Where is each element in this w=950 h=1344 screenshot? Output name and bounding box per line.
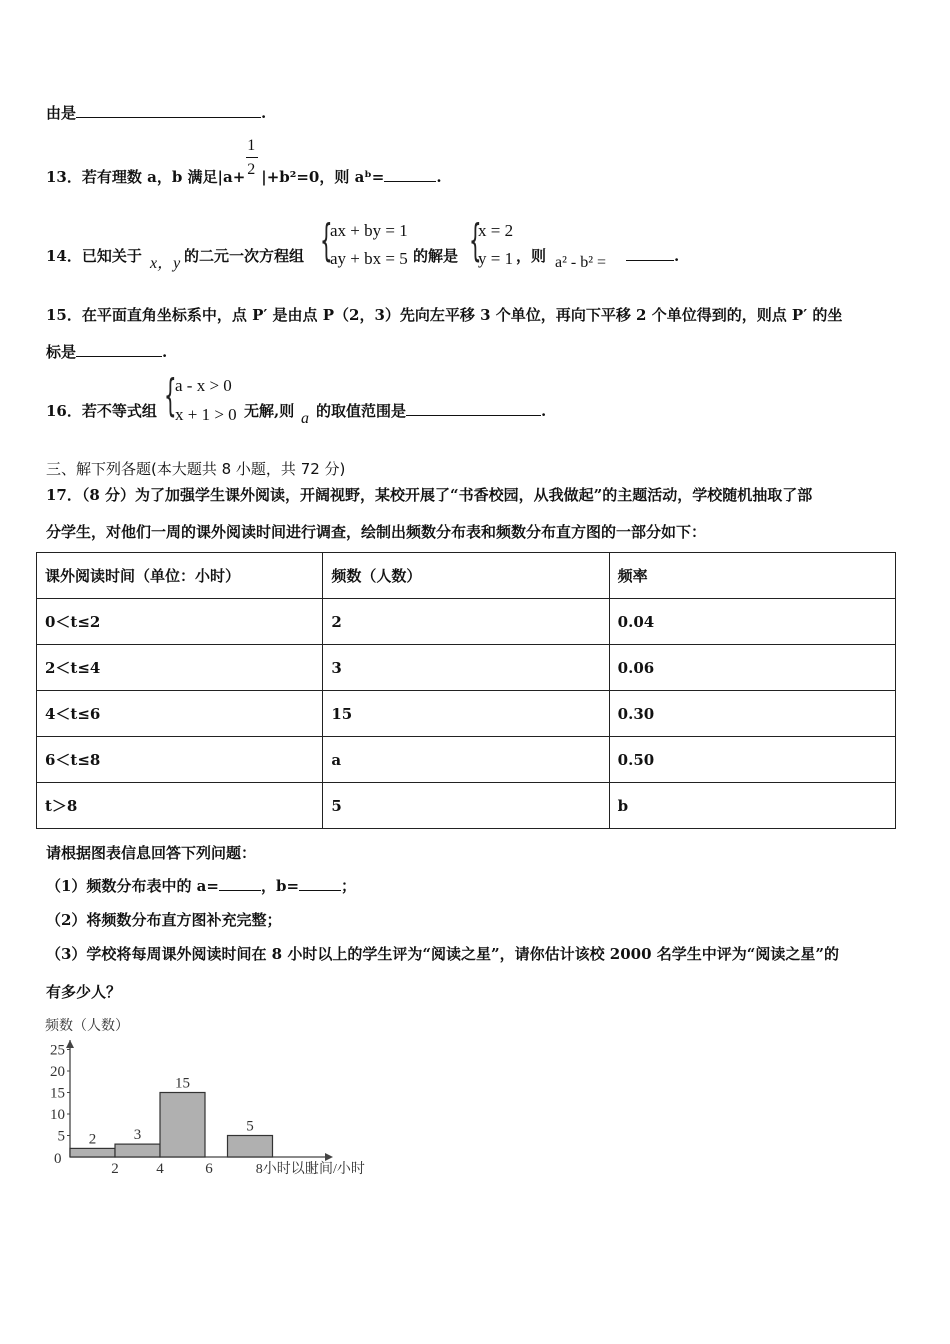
y-tick-label: 10 bbox=[50, 1107, 65, 1123]
q17-sub3-line1: （3）学校将每周课外阅读时间在 8 小时以上的学生评为“阅读之星”，请你估计该校 2000 名学生中评为“阅读之星”的 bbox=[46, 945, 840, 963]
table-cell: 0.50 bbox=[609, 737, 895, 783]
question-16: 16．若不等式组 bbox=[46, 402, 157, 420]
y-tick-label: 20 bbox=[50, 1064, 65, 1080]
question-14: 14．已知关于 bbox=[46, 247, 142, 265]
vars-xy: x，y bbox=[150, 255, 181, 272]
answer-blank-15[interactable] bbox=[76, 342, 162, 357]
inequality-1: a - x > 0 bbox=[175, 376, 232, 395]
histogram-chart bbox=[40, 1012, 400, 1187]
q17-prompt: 请根据图表信息回答下列问题： bbox=[46, 844, 257, 862]
histogram-bar bbox=[228, 1136, 273, 1158]
q12-tail: 由是 . bbox=[46, 104, 267, 122]
table-cell: 2＜t≤4 bbox=[37, 645, 323, 691]
table-cell: 5 bbox=[323, 783, 609, 829]
x-tick-label: 8小时以上 bbox=[255, 1162, 319, 1177]
table-row bbox=[37, 783, 896, 829]
table-cell: 0.04 bbox=[609, 599, 895, 645]
q14-text-c: 的解是 bbox=[413, 247, 459, 265]
y-tick-label: 15 bbox=[50, 1085, 65, 1102]
table-row bbox=[37, 691, 896, 737]
q14-text-d: ，则 bbox=[516, 247, 547, 265]
table-header: 频率 bbox=[609, 553, 895, 599]
brace-system-1: { bbox=[320, 215, 333, 266]
table-cell: 0＜t≤2 bbox=[37, 599, 323, 645]
var-a: a bbox=[301, 410, 309, 427]
histogram-bar bbox=[160, 1093, 205, 1158]
q14-text-b: 的二元一次方程组 bbox=[184, 247, 305, 265]
y-axis-label: 频数（人数） bbox=[45, 1019, 129, 1034]
question-15-line1: 15．在平面直角坐标系中，点 P′ 是由点 P（2，3）先向左平移 3 个单位，再向下平移 2 个单位得到的，则点 P′ 的坐 bbox=[46, 306, 843, 324]
table-header-row bbox=[37, 553, 896, 599]
table-header: 频数（人数） bbox=[323, 553, 609, 599]
equation-1: ax + by = 1 bbox=[330, 221, 408, 240]
frequency-table bbox=[36, 552, 896, 829]
answer-blank-a[interactable] bbox=[219, 876, 261, 891]
histogram-bar bbox=[115, 1144, 160, 1157]
table-cell: 6＜t≤8 bbox=[37, 737, 323, 783]
table-cell: b bbox=[609, 783, 895, 829]
question-13: 13．若有理数 a，b 满足|a+ $\frac{1}{2}$ |+b²=0，则 aᵇ= . bbox=[46, 137, 442, 186]
question-17-line2: 分学生，对他们一周的课外阅读时间进行调查，绘制出频数分布表和频数分布直方图的一部分如下： bbox=[46, 523, 707, 541]
brace-solution: { bbox=[469, 215, 482, 266]
q17-sub2: （2）将频数分布直方图补充完整； bbox=[46, 911, 282, 929]
histogram-bar bbox=[70, 1148, 115, 1157]
table-cell: a bbox=[323, 737, 609, 783]
q16-text-b: 无解,则 bbox=[244, 402, 295, 420]
inequality-2: x + 1 > 0 bbox=[175, 405, 237, 424]
x-axis-label: 时间/小时 bbox=[305, 1162, 365, 1177]
x-tick-label: 2 bbox=[111, 1161, 119, 1177]
bar-value-label: 5 bbox=[246, 1118, 254, 1135]
solution-y: y = 1 bbox=[478, 249, 514, 268]
fraction-half: $\frac{1}{2}$ bbox=[245, 162, 261, 182]
table-cell: 15 bbox=[323, 691, 609, 737]
y-axis-arrow bbox=[66, 1040, 74, 1048]
table-cell: 3 bbox=[323, 645, 609, 691]
expression-a2-b2: a² - b² = bbox=[555, 254, 607, 271]
table-cell: 0.06 bbox=[609, 645, 895, 691]
table-cell: 4＜t≤6 bbox=[37, 691, 323, 737]
bar-value-label: 3 bbox=[133, 1127, 142, 1144]
table-row bbox=[37, 599, 896, 645]
answer-blank-13[interactable] bbox=[384, 167, 436, 182]
x-tick-label: 4 bbox=[156, 1161, 164, 1177]
answer-blank-12[interactable] bbox=[76, 103, 261, 118]
table-row bbox=[37, 737, 896, 783]
solution-x: x = 2 bbox=[478, 221, 514, 240]
question-17-line1: 17．（8 分）为了加强学生课外阅读，开阔视野，某校开展了“书香校园，从我做起”的主题活动，学校随机抽取了部 bbox=[46, 486, 813, 504]
answer-blank-14[interactable] bbox=[626, 246, 674, 261]
table-cell: t＞8 bbox=[37, 783, 323, 829]
origin-label: 0 bbox=[54, 1151, 62, 1167]
table-row bbox=[37, 645, 896, 691]
q17-sub3-line2: 有多少人？ bbox=[46, 983, 122, 1001]
q16-text-c: 的取值范围是 . bbox=[316, 402, 547, 420]
section-heading-3: 三、解下列各题(本大题共 8 小题，共 72 分) bbox=[46, 460, 346, 478]
table-header: 课外阅读时间（单位：小时） bbox=[37, 553, 323, 599]
y-tick-label: 5 bbox=[57, 1128, 65, 1145]
table-cell: 0.30 bbox=[609, 691, 895, 737]
table-cell: 2 bbox=[323, 599, 609, 645]
brace-inequality: { bbox=[164, 370, 177, 421]
bar-value-label: 2 bbox=[88, 1131, 97, 1148]
answer-blank-16[interactable] bbox=[406, 401, 541, 416]
x-axis-arrow bbox=[325, 1153, 333, 1161]
q17-sub1: （1）频数分布表中的 a= ，b= ； bbox=[46, 877, 357, 895]
bar-value-label: 15 bbox=[175, 1075, 190, 1092]
question-15-line2: 标是 . bbox=[46, 343, 168, 361]
answer-blank-b[interactable] bbox=[299, 876, 341, 891]
y-tick-label: 25 bbox=[50, 1042, 65, 1059]
equation-2: ay + bx = 5 bbox=[330, 249, 408, 268]
x-tick-label: 6 bbox=[205, 1161, 213, 1177]
